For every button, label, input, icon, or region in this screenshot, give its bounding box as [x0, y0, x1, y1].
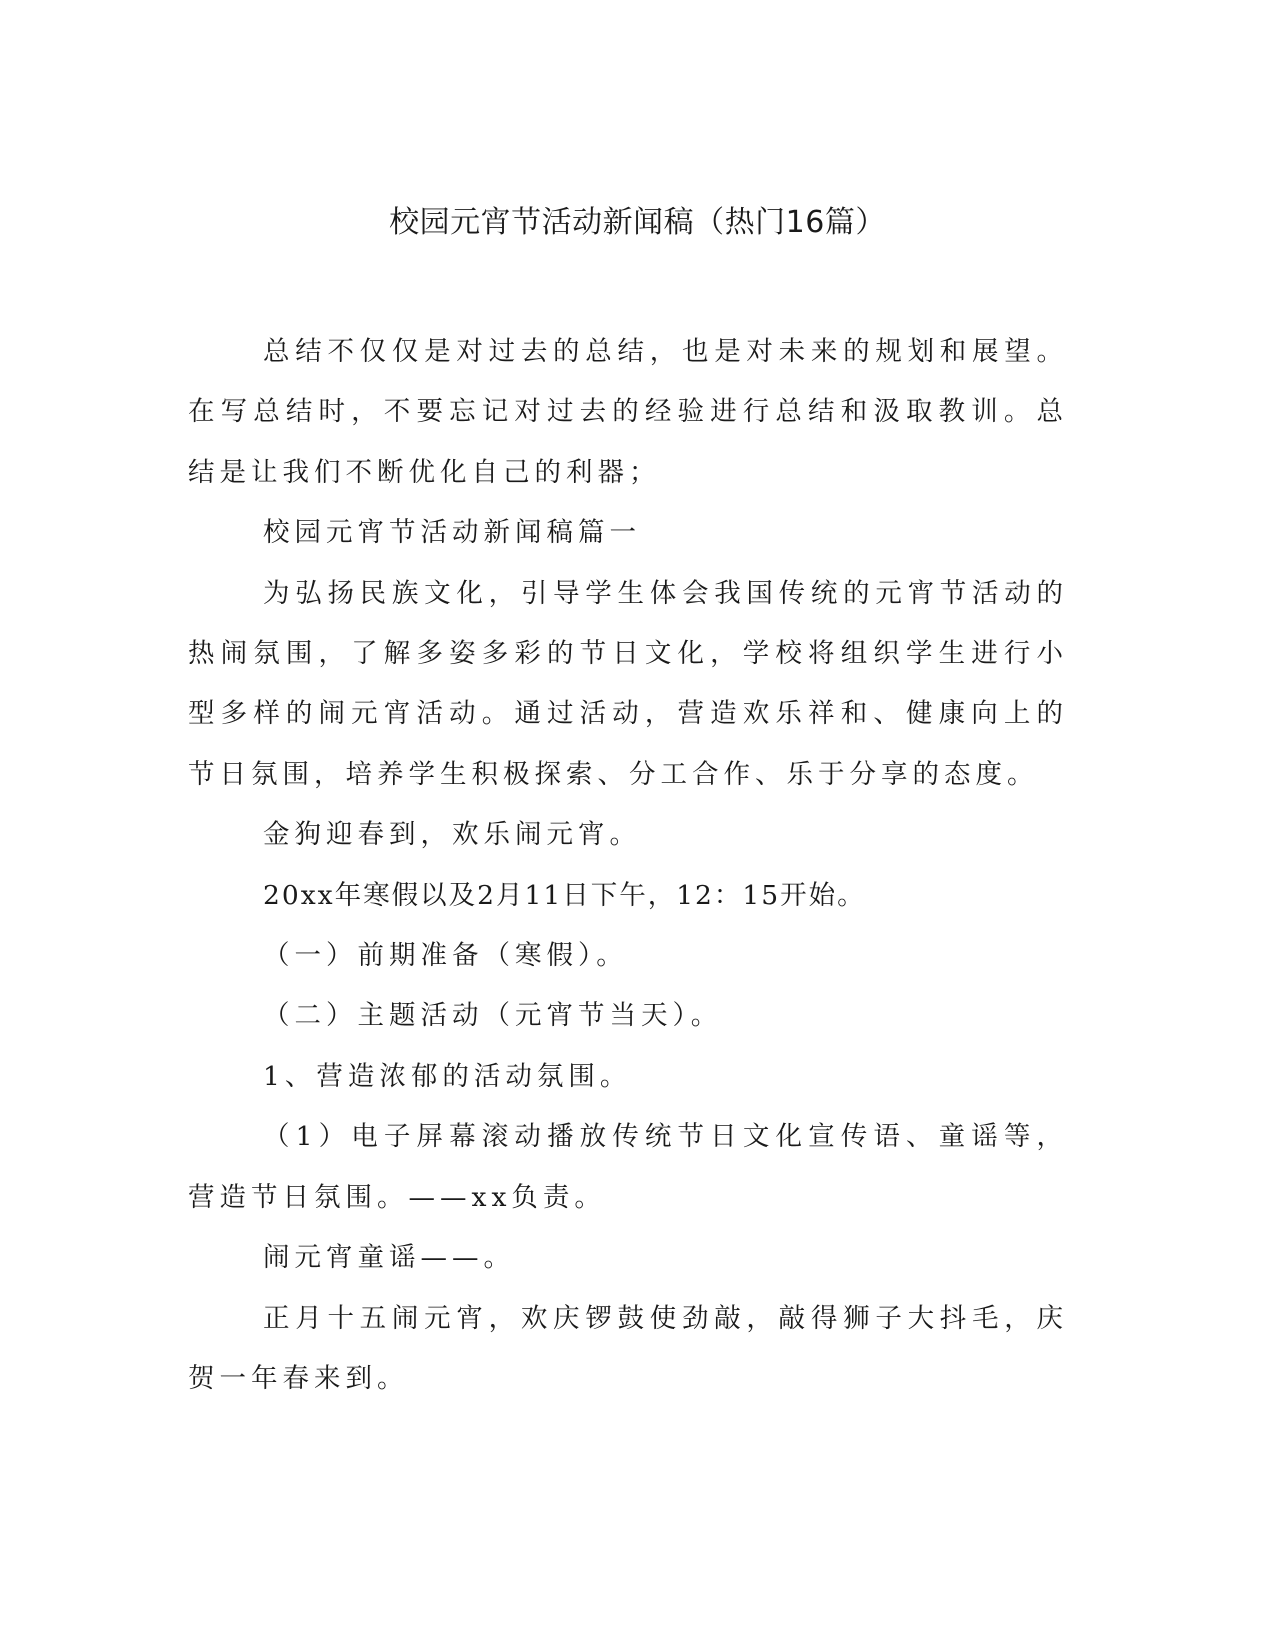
body-paragraph: 正月十五闹元宵，欢庆锣鼓使劲敲，敲得狮子大抖毛，庆贺一年春来到。	[188, 1302, 1068, 1394]
document-body	[188, 322, 1068, 1409]
section-heading: 校园元宵节活动新闻稿篇一	[263, 517, 641, 549]
intro-paragraph: 总结不仅仅是对过去的总结，也是对未来的规划和展望。在写总结时，不要忘记对过去的经验进行总结和汲取教训。总结是让我们不断优化自己的利器；	[188, 336, 1068, 488]
body-paragraph: 闹元宵童谣——。	[263, 1242, 515, 1274]
list-item: （1）电子屏幕滚动播放传统节日文化宣传语、童谣等，营造节日氛围。——xx负责。	[188, 1121, 1068, 1213]
list-heading: （一）前期准备（寒假）。	[263, 940, 628, 972]
document-title: 校园元宵节活动新闻稿（热门16篇）	[389, 205, 886, 240]
body-paragraph: 20xx年寒假以及2月11日下午，12：15开始。	[263, 879, 866, 911]
body-paragraph: 金狗迎春到，欢乐闹元宵。	[263, 819, 641, 851]
list-heading: （二）主题活动（元宵节当天）。	[263, 1000, 723, 1032]
list-item: 1、营造浓郁的活动氛围。	[263, 1060, 632, 1092]
body-paragraph: 为弘扬民族文化，引导学生体会我国传统的元宵节活动的热闹氛围，了解多姿多彩的节日文化，学校将组织学生进行小型多样的闹元宵活动。通过活动，营造欢乐祥和、健康向上的节日氛围，培养学生积极探索、分工合作、乐于分享的态度。	[188, 577, 1068, 790]
